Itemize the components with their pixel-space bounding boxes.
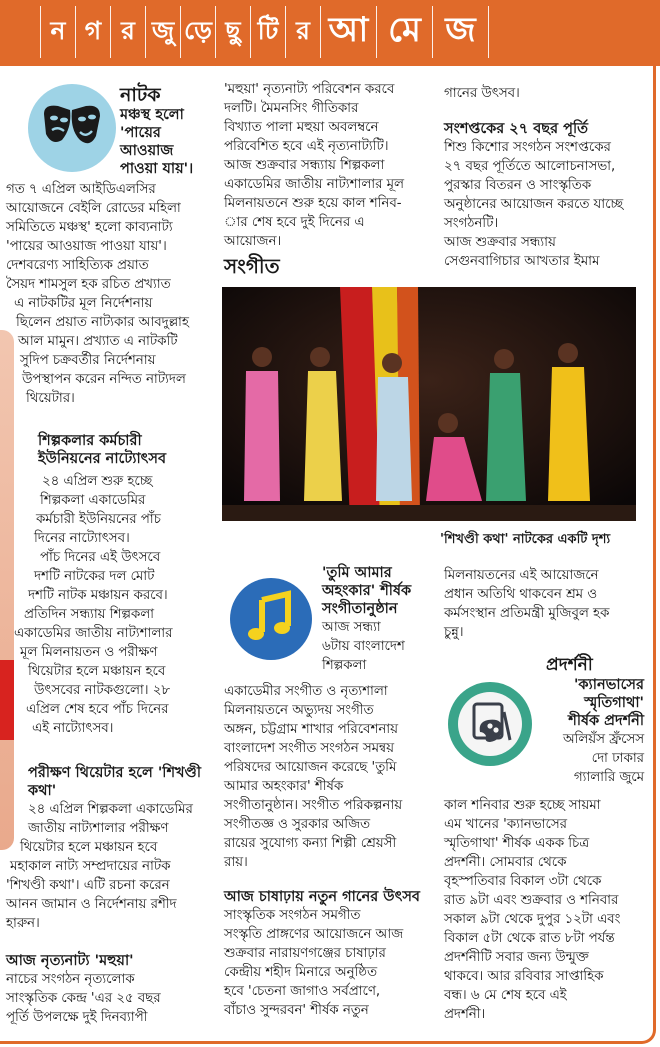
text-line: আয়োজন। <box>224 234 282 249</box>
section-sangeet-label: সংগীত <box>224 254 280 278</box>
text-line: আজ সন্ধ্যা <box>322 620 381 635</box>
masthead-letters <box>40 6 489 58</box>
text-line: এ নাটকটির মূল নির্দেশনায় <box>14 296 153 311</box>
text-line: পাঁচ দিনের এই উৎসবে <box>40 550 161 565</box>
text-line: অঙ্গন, চট্টগ্রাম শাখার পরিবেশনায় <box>224 722 398 737</box>
text-line: প্রতিদিন সন্ধ্যায় শিল্পকলা <box>24 607 154 622</box>
text-line: মিলনায়তনে অভ্যুদয় সংগীত <box>224 703 374 718</box>
text-line: বিখ্যাত পালা মহুয়া অবলম্বনে <box>224 120 379 135</box>
text-line: সেগুনবাগিচার আখতার ইমাম <box>444 254 600 269</box>
text-line: রায়ের সুযোগ্য কন্যা শিল্পী শ্রেয়সী <box>224 836 397 851</box>
text-line: প্রদর্শনী। <box>444 1007 486 1022</box>
prodorshoni-headline-line: স্মৃতিগাথা' <box>584 695 644 711</box>
shongshoptok-headline: সংশপ্তকের ২৭ বছর পূর্তি <box>444 121 588 137</box>
text-line: আমার অহংকার' শীর্ষক <box>224 779 344 794</box>
text-line: উপস্থাপন করেন নন্দিত নাট্যদল <box>22 372 186 387</box>
text-line: গ্যালারি জুমে <box>573 770 644 785</box>
text-line: অলিয়ঁস ফ্রঁসেস <box>563 732 644 747</box>
text-line: হবে 'চেতনা জাগাও সর্বপ্রাণে, <box>224 984 381 999</box>
text-line: আল মামুন। প্রখ্যাত এ নাটকটি <box>18 334 178 349</box>
text-line: মহাকাল নাট্য সম্প্রদায়ের নাটক <box>10 859 171 874</box>
masthead-letter: মে <box>376 6 432 58</box>
text-line: সংস্কৃতি প্রাঙ্গণের আয়োজনে আজ <box>224 927 403 942</box>
text-line: মূল মিলনায়তন ও পরীক্ষণ <box>20 645 158 660</box>
masthead-letter: ন <box>40 6 75 58</box>
text-line: বাঁচাও সুন্দরবন' শীর্ষক নতুন <box>224 1003 369 1018</box>
right-column-top <box>444 84 644 271</box>
text-line: ২৪ এপ্রিল শিল্পকলা একাডেমির <box>28 802 193 817</box>
text-line: শুক্রবার নারায়ণগঞ্জের চাষাঢ়ার <box>224 946 386 961</box>
text-line: ার শেষ হবে দুই দিনের এ <box>224 215 365 230</box>
text-line: একাডেমীর সংগীত ও নৃত্যশালা <box>224 684 388 699</box>
text-line: ২৪ এপ্রিল শুরু হচ্ছে <box>42 474 153 489</box>
masthead-letter: ড়ে <box>180 6 215 58</box>
prodorshoni-headline-line: 'ক্যানভাসের <box>573 677 644 693</box>
mohua-continued <box>224 80 438 251</box>
text-line: উৎসবের নাটকগুলো। ২৮ <box>34 683 171 698</box>
text-line: নাচের সংগঠন নৃত্যলোক <box>6 972 135 987</box>
tumi-amar-headline <box>322 564 434 675</box>
text-line: জাতীয় নাট্যশালার পরীক্ষণ <box>28 821 169 836</box>
text-line: দলটি। মৈমনসিং গীতিকার <box>224 101 359 116</box>
text-line: সুদিপ চক্রবর্তীর নির্দেশনায় <box>20 353 156 368</box>
theatre-masks-icon <box>28 84 116 172</box>
text-line: পরিষদের আয়োজন করেছে 'তুমি <box>224 760 397 775</box>
text-line: শিশু কিশোর সংগঠন সংশপ্তকের <box>444 140 611 155</box>
porikkhon-body <box>6 800 220 933</box>
text-line: দো ঢাকার <box>591 751 644 766</box>
text-line: বাংলাদেশ সংগীত সংগঠন সমন্বয় <box>224 741 394 756</box>
section-prodorshoni-label: প্রদর্শনী <box>546 655 593 675</box>
natok-headline-line: পাওয়া যায়'। <box>120 161 194 177</box>
text-line: গানের উৎসব। <box>444 86 520 101</box>
text-line: শিল্পকলা একাডেমির <box>40 493 146 508</box>
text-line: বৃহস্পতিবার বিকাল ৩টা থেকে <box>444 874 602 889</box>
text-line: মিলনায়তনে শুরু হয়ে কাল শনিব- <box>224 196 402 211</box>
text-line: কাল শনিবার শুরু হচ্ছে সায়মা <box>444 798 601 813</box>
masthead-letter: ছু <box>215 6 250 58</box>
shilpakala-article <box>38 432 220 468</box>
natok-headline-line: আওয়াজ <box>120 143 174 159</box>
masthead-letter: আ <box>320 6 376 58</box>
masthead-letter: র <box>285 6 320 58</box>
text-line: ছিলেন প্রয়াত নাট্যকার আবদুল্লাহ <box>16 315 189 330</box>
masthead-letter: জ <box>432 6 489 58</box>
text-line: গত ৭ এপ্রিল আইডিএলসির <box>6 182 156 197</box>
text-line: হারুন। <box>6 916 40 931</box>
text-line: রায়। <box>224 855 248 870</box>
natok-headline <box>120 84 220 178</box>
natok-headline-line: 'পায়ের <box>120 125 161 141</box>
prodorshoni-headline <box>540 676 644 787</box>
text-line: আনন জামান ও নির্দেশনায় রশীদ <box>6 897 177 912</box>
text-line: আজ শুক্রবার সন্ধ্যায় শিল্পকলা <box>224 158 385 173</box>
mohua-article <box>6 952 220 1027</box>
natok-label: নাটক <box>120 84 161 106</box>
text-line: দিনের নাট্যোৎসব। <box>34 531 130 546</box>
text-line: এই নাট্যোৎসব। <box>32 721 114 736</box>
prodorshoni-headline-line: শীর্ষক প্রদর্শনী <box>568 713 644 729</box>
text-line: থাকবে। আর রবিবার সাপ্তাহিক <box>444 969 604 984</box>
text-line: আজ শুক্রবার সন্ধ্যায় <box>444 235 556 250</box>
text-line: থিয়েটার হলে মঞ্চায়ন হবে <box>28 664 166 679</box>
text-line: প্রধান অতিথি থাকবেন শ্রম ও <box>444 587 598 602</box>
mohua-headline: আজ নৃত্যনাট্য 'মহুয়া' <box>6 953 134 969</box>
shilpakala-body <box>6 472 220 738</box>
masthead-letter: গ <box>75 6 110 58</box>
text-line: থিয়েটার। <box>26 391 75 406</box>
masthead-letter: র <box>110 6 145 58</box>
text-line: সকাল ৯টা থেকে দুপুর ১২টা এবং <box>444 912 621 927</box>
text-line: কেন্দ্রীয় শহীদ মিনারে অনুষ্ঠিত <box>224 965 377 980</box>
text-line: একাডেমির জাতীয় নাট্যশালার মূল <box>224 177 404 192</box>
text-line: দশটি নাটকের দল মোট <box>34 569 155 584</box>
text-line: সমিতিতে মঞ্চস্থ' হলো কাব্যনাট্য <box>6 220 173 235</box>
tumi-amar-headline-line: 'তুমি আমার <box>322 565 392 581</box>
text-line: 'পায়ের আওয়াজ পাওয়া যায়'। <box>6 239 167 254</box>
text-line: প্রদর্শনী। সোমবার থেকে <box>444 855 567 870</box>
masthead-letter: টি <box>250 6 285 58</box>
tumi-amar-continued <box>444 566 644 642</box>
text-line: দেশবরেণ্য সাহিত্যিক প্রয়াত <box>6 258 149 273</box>
porikkhon-headline <box>28 764 224 800</box>
text-line: স্মৃতিগাথা' শীর্ষক একক চিত্র <box>444 836 589 851</box>
text-line: সৈয়দ শামসুল হক রচিত প্রখ্যাত <box>6 277 171 292</box>
porikkhon-headline-line: কথা' <box>28 783 57 799</box>
music-note-icon <box>230 578 312 660</box>
stage-photo <box>222 287 636 521</box>
text-line: মিলনায়তনের এই আয়োজনে <box>444 568 599 583</box>
text-line: 'মহুয়া' নৃত্যনাট্য পরিবেশন করবে <box>224 82 395 97</box>
text-line: থিয়েটার হলে মঞ্চায়ন হবে <box>20 840 158 855</box>
text-line: 'শিখণ্ডী কথা'। এটি রচনা করেন <box>6 878 170 893</box>
natok-body <box>6 180 220 408</box>
text-line: কর্মচারী ইউনিয়নের পাঁচ <box>36 512 161 527</box>
text-line: প্রদর্শনীটি সবার জন্য উন্মুক্ত <box>444 950 589 965</box>
palette-icon <box>448 682 532 766</box>
text-line: শিল্পকলা <box>322 658 367 673</box>
masthead-letter: জু <box>145 6 180 58</box>
text-line: ৬টায় বাংলাদেশ <box>322 639 405 654</box>
text-line: বিকাল ৫টা থেকে রাত ৮টা পর্যন্ত <box>444 931 615 946</box>
text-line: অনুষ্ঠানের আয়োজন করতে যাচ্ছে <box>444 197 624 212</box>
text-line: পুরস্কার বিতরন ও সাংস্কৃতিক <box>444 178 592 193</box>
text-line: আয়োজনে বেইলি রোডের মহিলা <box>6 201 181 216</box>
shilpakala-headline: ইউনিয়নের নাট্যোৎসব <box>38 451 167 467</box>
text-line: বন্ধ। ৬ মে শেষ হবে এই <box>444 988 567 1003</box>
tumi-amar-body <box>224 682 438 872</box>
text-line: দশটি নাটক মঞ্চায়ন করবে। <box>28 588 168 603</box>
text-line: এপ্রিল শেষ হবে পাঁচ দিনের <box>26 702 169 717</box>
text-line: সাংস্কৃতিক কেন্দ্র 'এর ২৫ বছর <box>6 991 161 1006</box>
chashara-article <box>224 888 438 1020</box>
text-line: রাত ৯টা এবং শুক্রবার ও শনিবার <box>444 893 619 908</box>
porikkhon-headline-line: পরীক্ষণ থিয়েটার হলে 'শিখণ্ডী <box>28 765 201 781</box>
text-line: সংগঠনটি। <box>444 216 499 231</box>
prodorshoni-body <box>444 796 648 1024</box>
text-line: একাডেমির জাতীয় নাট্যশালার <box>14 626 173 641</box>
shilpakala-headline: শিল্পকলার কর্মচারী <box>38 433 142 449</box>
text-line: পূর্তি উপলক্ষে দুই দিনব্যাপী <box>6 1010 148 1025</box>
natok-headline-line: মঞ্চস্থ হলো <box>120 107 184 123</box>
text-line: সাংস্কৃতিক সংগঠন সমগীত <box>224 908 361 923</box>
text-line: কর্মসংস্থান প্রতিমন্ত্রী মুজিবুল হক <box>444 606 610 621</box>
text-line: এম খানের 'ক্যানভাসের <box>444 817 567 832</box>
tumi-amar-headline-line: সংগীতানুষ্ঠান <box>322 601 398 617</box>
text-line: পরিবেশিত হবে এই নৃত্যনাট্যটি। <box>224 139 389 154</box>
text-line: সংগীতজ্ঞ ও সুরকার অজিত <box>224 817 370 832</box>
tumi-amar-headline-line: অহংকার' শীর্ষক <box>322 583 412 599</box>
text-line: ২৭ বছর পূর্তিতে আলোচনাসভা, <box>444 159 616 174</box>
masthead-banner <box>0 0 660 66</box>
text-line: চুন্নু। <box>444 625 464 640</box>
photo-caption: 'শিখণ্ডী কথা' নাটকের একটি দৃশ্য <box>440 532 611 547</box>
chashara-headline: আজ চাষাঢ়ায় নতুন গানের উৎসব <box>224 889 421 905</box>
text-line: সংগীতানুষ্ঠান। সংগীত পরিকল্পনায় <box>224 798 403 813</box>
